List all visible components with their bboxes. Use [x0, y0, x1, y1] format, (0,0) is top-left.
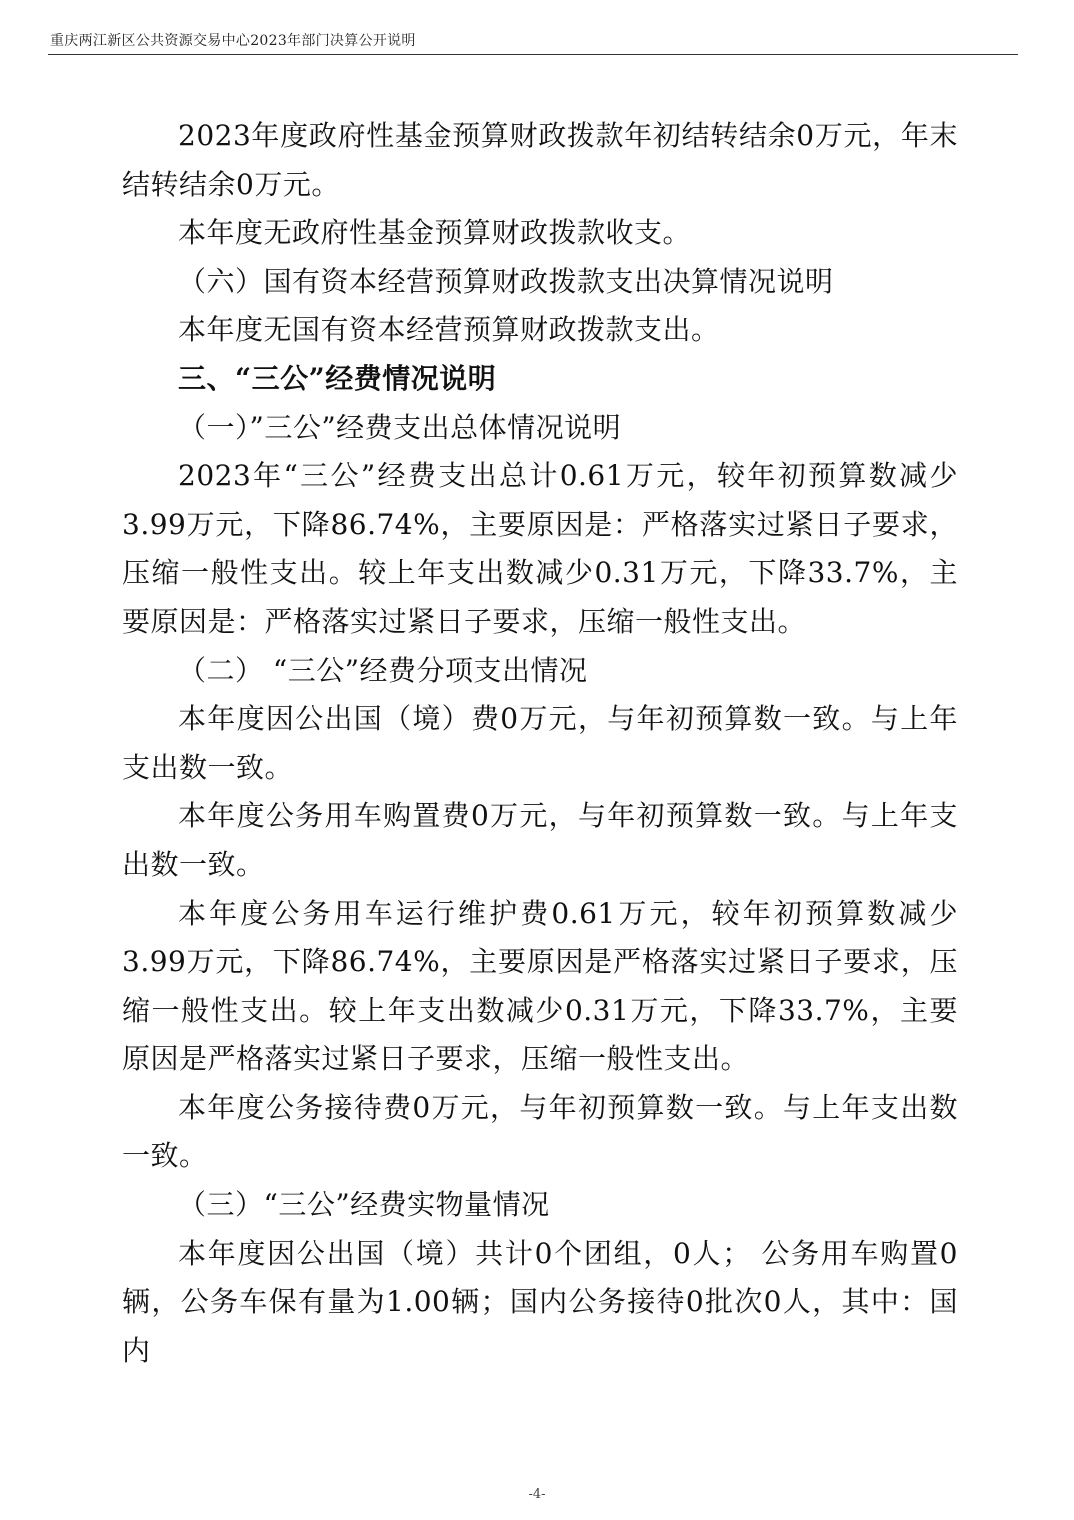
paragraph-physical-quantities: 本年度因公出国（境）共计0个团组，0人； 公务用车购置0辆，公务车保有量为1.00辆；国内公务接待0批次0人，其中：国内	[122, 1236, 958, 1367]
paragraph-overall-spending: 2023年“三公”经费支出总计0.61万元，较年初预算数减少3.99万元，下降86.74%，主要原因是：严格落实过紧日子要求，压缩一般性支出。较上年支出数减少0.31万元，下降33.7%，主要原因是：严格落实过紧日子要求，压缩一般性支出。	[122, 459, 958, 638]
page-header	[48, 32, 1018, 54]
paragraph-reception: 本年度公务接待费0万元，与年初预算数一致。与上年支出数一致。	[122, 1090, 958, 1173]
document-title: 重庆两江新区公共资源交易中心2023年部门决算公开说明	[50, 33, 416, 49]
paragraph-overseas-travel: 本年度因公出国（境）费0万元，与年初预算数一致。与上年支出数一致。	[122, 702, 958, 784]
heading-state-capital: （六）国有资本经营预算财政拨款支出决算情况说明	[178, 264, 834, 298]
paragraph-fund-balance: 2023年度政府性基金预算财政拨款年初结转结余0万元，年末结转结余0万元。	[122, 119, 958, 201]
paragraph-no-state-capital: 本年度无国有资本经营预算财政拨款支出。	[178, 313, 720, 347]
paragraph-no-fund-spending: 本年度无政府性基金预算财政拨款收支。	[178, 216, 692, 250]
heading-overall: （一）”三公”经费支出总体情况说明	[178, 410, 622, 444]
header-divider	[48, 54, 1018, 55]
page-number: -4-	[528, 1487, 546, 1502]
paragraph-vehicle-purchase: 本年度公务用车购置费0万元，与年初预算数一致。与上年支出数一致。	[122, 799, 958, 881]
document-body	[122, 112, 958, 1375]
heading-three-public: 三、“三公”经费情况说明	[178, 361, 497, 395]
heading-physical-quantities: （三）“三公”经费实物量情况	[178, 1188, 550, 1222]
paragraph-vehicle-maintenance: 本年度公务用车运行维护费0.61万元，较年初预算数减少3.99万元，下降86.74%，主要原因是严格落实过紧日子要求，压缩一般性支出。较上年支出数减少0.31万元，下降33.7%，主要原因是严格落实过紧日子要求，压缩一般性支出。	[122, 896, 958, 1076]
heading-itemized: （二） “三公”经费分项支出情况	[178, 653, 588, 687]
